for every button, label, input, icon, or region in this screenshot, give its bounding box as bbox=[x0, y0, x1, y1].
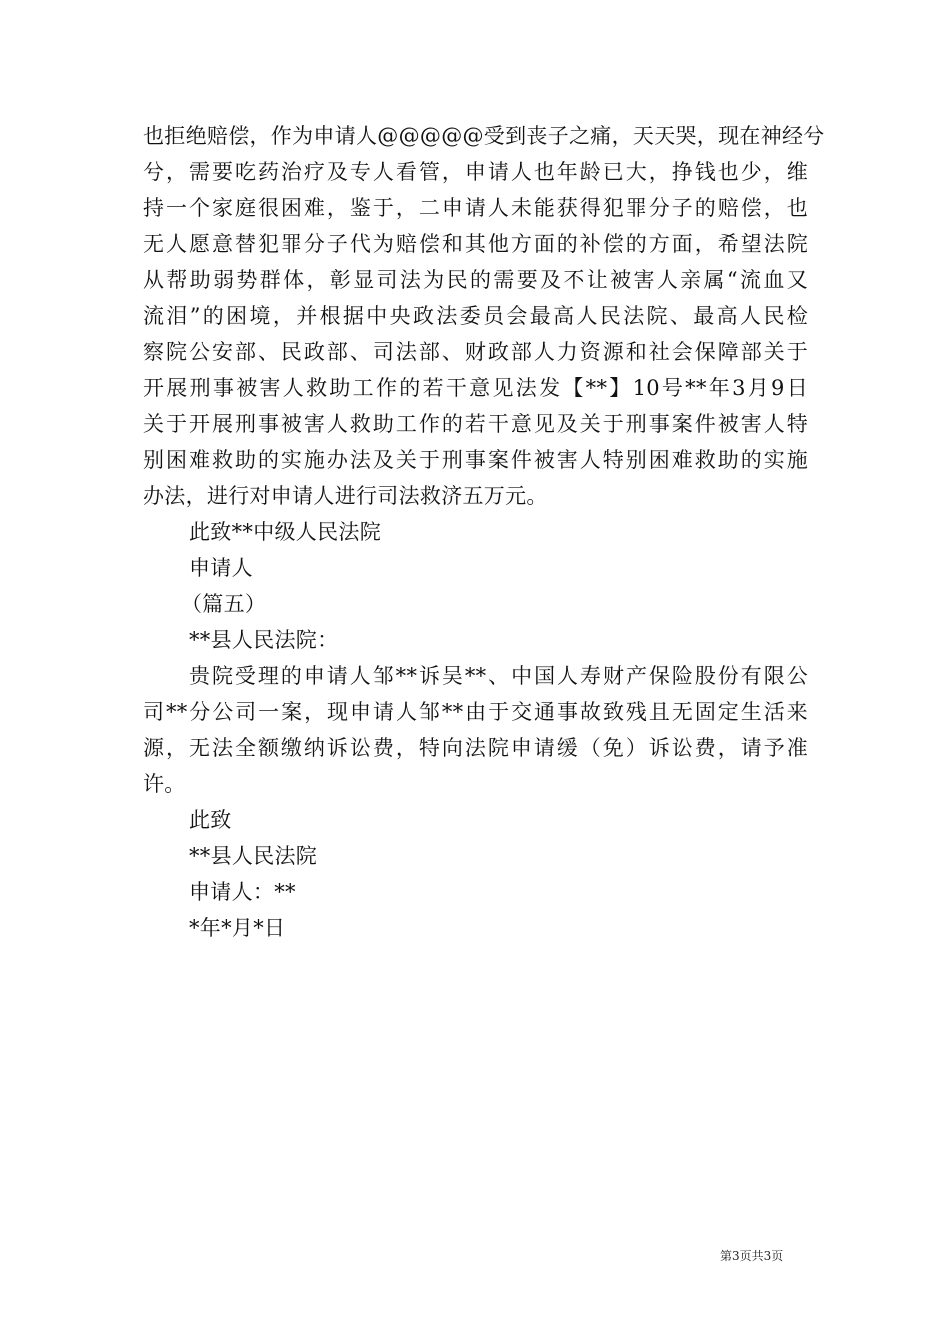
section-label: （篇五） bbox=[181, 592, 267, 616]
paragraph-line: 开展刑事被害人救助工作的若干意见法发【**】10号**年3月9日 bbox=[143, 376, 808, 400]
paragraph-line: 流泪”的困境，并根据中央政法委员会最高人民法院、最高人民检 bbox=[143, 304, 808, 328]
paragraph-line: 办法，进行对申请人进行司法救济五万元。 bbox=[143, 484, 548, 508]
paragraph-line: 也拒绝赔偿，作为申请人@@@@@受到丧子之痛，天天哭，现在神经兮 bbox=[143, 124, 825, 148]
paragraph-line: 许。 bbox=[143, 772, 186, 796]
paragraph-line: 从帮助弱势群体，彰显司法为民的需要及不让被害人亲属“流血又 bbox=[143, 268, 808, 292]
applicant-signature: 申请人：** bbox=[189, 880, 296, 904]
paragraph-line: 司**分公司一案，现申请人邹**由于交通事故致残且无固定生活来 bbox=[143, 700, 808, 724]
document-date: *年*月*日 bbox=[189, 916, 286, 940]
court-name: **县人民法院 bbox=[189, 844, 318, 868]
document-body bbox=[143, 118, 825, 946]
paragraph-line: 源，无法全额缴纳诉讼费，特向法院申请缓（免）诉讼费，请予准 bbox=[143, 736, 808, 760]
closing-salutation: 此致 bbox=[189, 808, 232, 832]
paragraph-line: 无人愿意替犯罪分子代为赔偿和其他方面的补偿的方面，希望法院 bbox=[143, 232, 808, 256]
paragraph-line: 关于开展刑事被害人救助工作的若干意见及关于刑事案件被害人特 bbox=[143, 412, 808, 436]
closing-salutation: 此致**中级人民法院 bbox=[189, 520, 381, 544]
paragraph-line: 察院公安部、民政部、司法部、财政部人力资源和社会保障部关于 bbox=[143, 340, 808, 364]
page-number-footer: 第3页共3页 bbox=[720, 1249, 784, 1263]
applicant-signature: 申请人 bbox=[189, 556, 253, 580]
paragraph-line: 兮，需要吃药治疗及专人看管，申请人也年龄已大，挣钱也少，维 bbox=[143, 160, 808, 184]
paragraph-line: 贵院受理的申请人邹**诉吴**、中国人寿财产保险股份有限公 bbox=[189, 664, 808, 688]
paragraph-line: 持一个家庭很困难，鉴于，二申请人未能获得犯罪分子的赔偿，也 bbox=[143, 196, 808, 220]
paragraph-line: 别困难救助的实施办法及关于刑事案件被害人特别困难救助的实施 bbox=[143, 448, 808, 472]
addressee: **县人民法院： bbox=[189, 628, 339, 652]
